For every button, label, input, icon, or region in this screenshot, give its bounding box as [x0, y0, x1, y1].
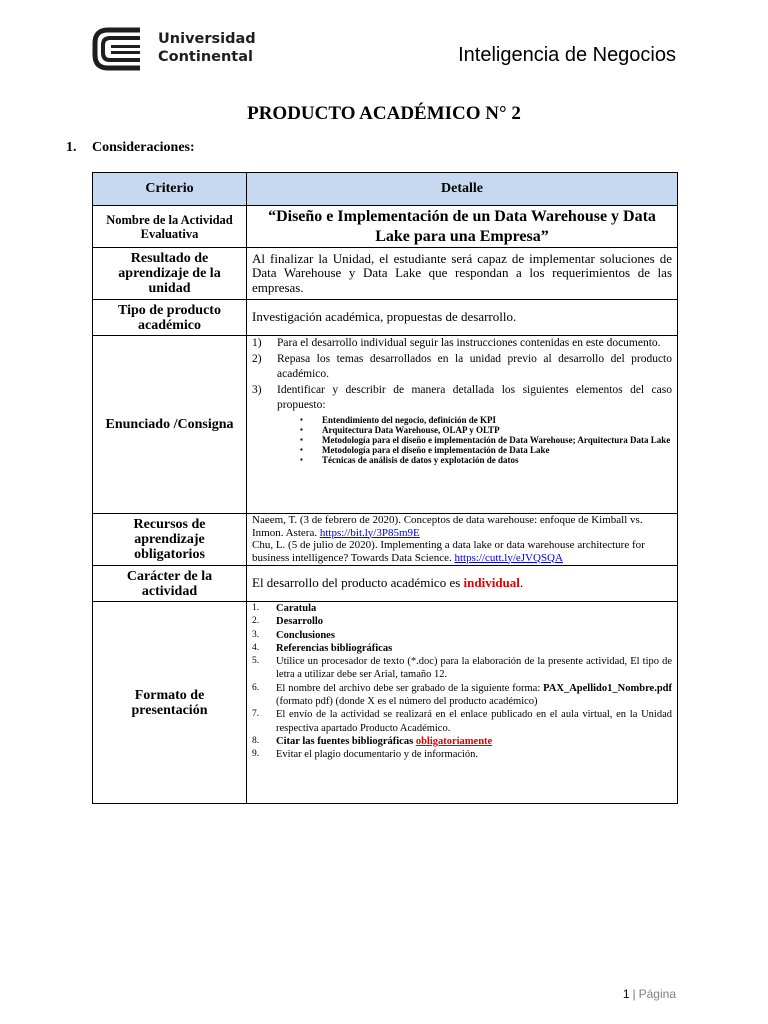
reference-1-link[interactable]: https://bit.ly/3P85m9E	[319, 526, 420, 539]
list-item: 5. Utilice un procesador de texto (*.doc) para la elaboración de la presente actividad, El tipo de letra a utilizar debe ser Arial, tamaño 12.	[252, 656, 672, 681]
reference-2-link[interactable]: https://cutt.ly/eJVQSQA	[454, 551, 563, 564]
section-number: 1.	[66, 140, 77, 155]
footer-separator: |	[632, 987, 636, 1001]
list-item: 8. Citar las fuentes bibliográficas obligatoriamente	[252, 735, 493, 747]
list-item: 2. Desarrollo	[252, 616, 324, 628]
header-detalle: Detalle	[247, 173, 678, 206]
table-row	[93, 514, 678, 566]
page-label: Página	[638, 987, 676, 1001]
list-item: 1) Para el desarrollo individual seguir las instrucciones contenidas en este documento.	[252, 337, 661, 349]
product-type-value: Investigación académica, propuestas de desarrollo.	[247, 300, 678, 336]
statement-list	[252, 336, 672, 414]
list-item: 9. Evitar el plagio documentario y de información.	[252, 749, 479, 761]
section-title: Consideraciones:	[92, 140, 195, 155]
list-item: 7. El envío de la actividad se realizará en el enlace publicado en el aula virtual, en la Unidad respectiva apartado Producto Académico.	[252, 709, 672, 734]
learning-result-value: Al finalizar la Unidad, el estudiante será capaz de implementar soluciones de Data Warehouse y Data Lake que respondan a los requerimientos de las empresas.	[247, 248, 678, 300]
course-title: Inteligencia de Negocios	[458, 44, 676, 66]
page-footer	[623, 987, 676, 1001]
list-item: 3) Identificar y describir de manera detallada los siguientes elementos del caso propuesto:	[252, 383, 672, 411]
table-row	[93, 300, 678, 336]
row-label-activity: Nombre de la Actividad Evaluativa	[93, 206, 247, 248]
row-label-learning-result: Resultado de aprendizaje de la unidad	[93, 248, 247, 300]
statement-content	[247, 336, 678, 514]
format-content	[247, 602, 678, 804]
row-label-resources: Recursos de aprendizaje obligatorios	[93, 514, 247, 566]
considerations-table	[92, 172, 678, 804]
list-item: 1. Caratula	[252, 603, 317, 614]
mandatory-highlight: obligatoriamente	[415, 735, 493, 747]
university-logo	[92, 26, 256, 72]
row-label-format: Formato de presentación	[93, 602, 247, 804]
section-heading	[66, 140, 195, 156]
table-row	[93, 566, 678, 602]
list-item: ▪ Técnicas de análisis de datos y explotación de datos	[322, 455, 672, 465]
row-label-character: Carácter de la actividad	[93, 566, 247, 602]
row-label-product-type: Tipo de producto académico	[93, 300, 247, 336]
character-value: El desarrollo del producto académico es individual.	[247, 566, 678, 602]
list-item: 6. El nombre del archivo debe ser grabado de la siguiente forma: PAX_Apellido1_Nombre.pdf (formato pdf) (donde X es el número del producto académico)	[252, 682, 672, 708]
page-number: 1	[622, 987, 630, 1001]
list-item: 2) Repasa los temas desarrollados en la unidad previo al desarrollo del producto académico.	[252, 352, 672, 380]
document-title: PRODUCTO ACADÉMICO N° 2	[247, 103, 521, 124]
logo-line-1: Universidad	[158, 31, 256, 47]
list-item: ▪ Entendimiento del negocio, definición de KPI	[322, 415, 672, 425]
filename-format: PAX_Apellido1_Nombre.pdf	[543, 682, 672, 694]
logo-line-2: Continental	[158, 49, 253, 65]
list-item: ▪ Arquitectura Data Warehouse, OLAP y OLTP	[322, 425, 672, 435]
header-criterio: Criterio	[93, 173, 247, 206]
format-list	[247, 602, 672, 762]
list-item: 3. Conclusiones	[252, 629, 335, 641]
table-header-row	[93, 173, 678, 206]
statement-bullets	[252, 415, 672, 465]
activity-name: “Diseño e Implementación de un Data Warehouse y Data Lake para una Empresa”	[247, 206, 678, 248]
table-row	[93, 336, 678, 514]
list-item: 4. Referencias bibliográficas	[252, 642, 393, 654]
individual-highlight: individual	[463, 575, 520, 591]
reference-1-text: Naeem, T. (3 de febrero de 2020). Conceptos de data warehouse: enfoque de Kimball vs. Inmon. Astera.	[252, 514, 643, 539]
reference-2-text: Chu, L. (5 de julio de 2020). Implementing a data lake or data warehouse architecture for business intelligence? Towards Data Science.	[252, 539, 645, 564]
list-item: ▪ Metodología para el diseño e implementación de Data Warehouse; Arquitectura Data Lake	[322, 435, 672, 445]
list-item: ▪ Metodología para el diseño e implementación de Data Lake	[322, 445, 672, 455]
resources-content	[247, 514, 678, 566]
table-row	[93, 602, 678, 804]
table-row	[93, 248, 678, 300]
row-label-statement: Enunciado /Consigna	[93, 336, 247, 514]
university-logo-icon	[92, 26, 152, 72]
table-row	[93, 206, 678, 248]
